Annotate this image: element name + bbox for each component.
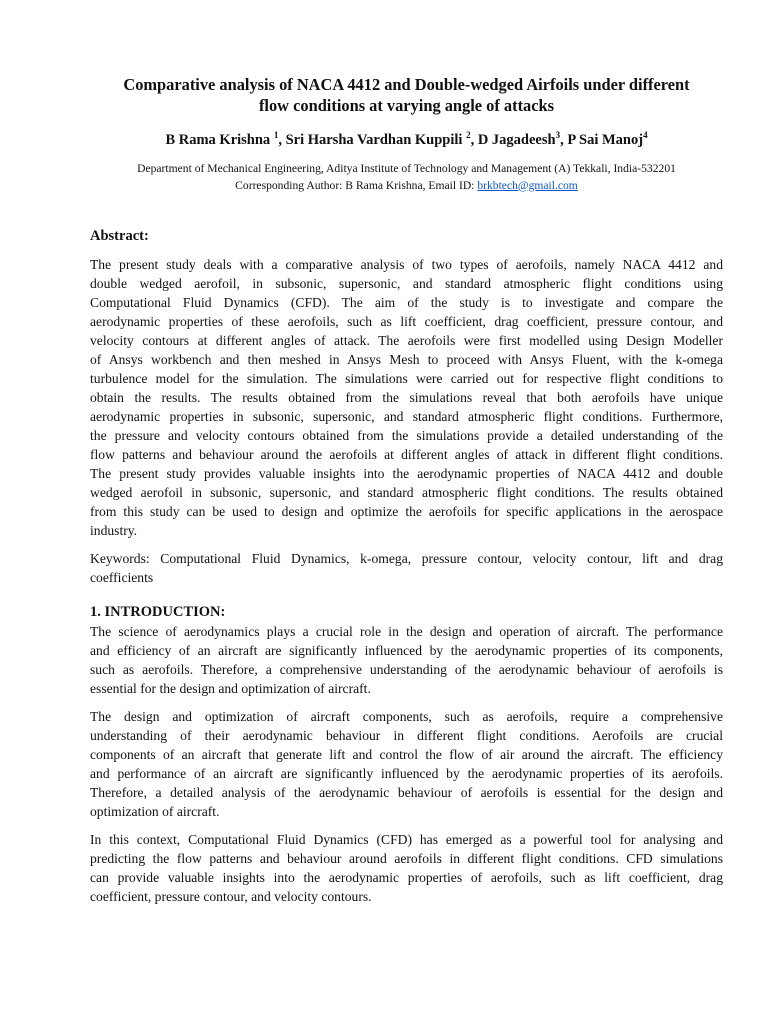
text-line: predicting the flow patterns and behaviour around aerofoils in different flight conditions. CFD simulations [90,851,723,866]
affiliation-block [90,161,723,194]
text-line: understanding of their aerodynamic behaviour in different flight conditions. Aerofoils are crucial [90,728,723,743]
email-link[interactable]: brkbtech@gmail.com [477,178,578,192]
author-name: P Sai Manoj [567,132,644,148]
text-line: coefficients [90,570,154,585]
intro-paragraph-2 [90,707,723,821]
title-line: flow conditions at varying angle of attacks [258,96,555,115]
text-line: In this context, Computational Fluid Dynamics (CFD) has emerged as a powerful tool for analysing and [90,832,723,847]
text-line: and performance of an aircraft are significantly influenced by the aerodynamic properties of its aerofoils. [90,766,723,781]
text-line: from this study can be used to design and optimize the aerofoils for specific applications in the aerospace [90,504,723,519]
text-line: The present study deals with a comparative analysis of two types of aerofoils, namely NACA 4412 and [90,257,723,272]
text-line: essential for the design and optimization of aircraft. [90,681,371,696]
text-line: and efficiency of an aircraft are significantly influenced by the aerodynamic properties of its components, [90,643,723,658]
author-mark: 3 [555,130,561,141]
author-mark: 1 [273,130,279,141]
text-line: coefficient, pressure contour, and velocity contours. [90,889,372,904]
author-name: D Jagadeesh [477,132,556,148]
text-line: flow patterns and behaviour around the aerofoils at different angles of attack in different flight conditions. [90,447,723,462]
text-line: The present study provides valuable insights into the aerodynamic properties of NACA 4412 and double [90,466,723,481]
abstract-text [90,255,723,540]
affiliation: Department of Mechanical Engineering, Aditya Institute of Technology and Management (A) Tekkali, India-532201 [137,162,676,175]
text-line: double wedged aerofoil, in subsonic, supersonic, and standard atmospheric flight conditions using [90,276,723,291]
text-line: obtain the results. The results obtained from the simulations reveal that both aerofoils have unique [90,390,723,405]
text-line: such as aerofoils. Therefore, a comprehensive understanding of the aerodynamic behaviour of aerofoils is [90,662,723,677]
title-line: Comparative analysis of NACA 4412 and Double-wedged Airfoils under different [123,75,690,94]
author-name: B Rama Krishna [165,132,274,148]
text-line: The design and optimization of aircraft components, such as aerofoils, require a comprehensive [90,709,723,724]
paper-title [90,74,723,116]
abstract-heading: Abstract: [90,228,149,244]
intro-paragraph-1 [90,622,723,698]
author-separator: , [560,132,568,148]
introduction-heading: 1. INTRODUCTION: [90,604,226,620]
text-line: aerodynamic properties in subsonic, supersonic, and standard atmospheric flight conditions. Furthermore, [90,409,723,424]
corresponding-author [90,178,723,195]
paper-page [90,74,723,906]
author-name: Sri Harsha Vardhan Kuppili [285,132,467,148]
author-separator: , [470,132,478,148]
author-mark: 4 [643,130,648,141]
text-line: the pressure and velocity contours obtained from the simulations provide a detailed understanding of the [90,428,723,443]
text-line: can provide valuable insights into the aerodynamic properties of aerofoils, such as lift coefficient, drag [90,870,723,885]
author-separator: , [278,132,286,148]
author-mark: 2 [466,130,471,141]
text-line: velocity contours at different angles of attack. The aerofoils were first modelled using Design Modeller [90,333,723,348]
author-list [90,131,723,149]
text-line: aerodynamic properties of these aerofoils, such as lift coefficient, drag coefficient, pressure contour, and [90,314,723,329]
text-line: components of an aircraft that generate lift and control the flow of air around the aircraft. The efficiency [90,747,723,762]
corresponding-label: Corresponding Author: B Rama Krishna, Email ID: [235,178,478,192]
intro-paragraph-3 [90,830,723,906]
text-line: optimization of aircraft. [90,804,220,819]
text-line: Computational Fluid Dynamics (CFD). The aim of the study is to investigate and compare the [90,295,723,310]
text-line: The science of aerodynamics plays a crucial role in the design and operation of aircraft. The performance [90,624,723,639]
text-line: turbulence model for the simulation. The simulations were carried out for respective flight conditions to [90,371,723,386]
text-line: of Ansys workbench and then meshed in Ansys Mesh to proceed with Ansys Fluent, with the k-omega [90,352,723,367]
text-line: Keywords: Computational Fluid Dynamics, k-omega, pressure contour, velocity contour, lift and drag [90,551,723,566]
keywords-text [90,549,723,587]
text-line: industry. [90,523,138,538]
text-line: Therefore, a detailed analysis of the aerodynamic behaviour of aerofoils is essential for the design and [90,785,723,800]
text-line: wedged aerofoil in subsonic, supersonic, and standard atmospheric flight conditions. The results obtained [90,485,723,500]
